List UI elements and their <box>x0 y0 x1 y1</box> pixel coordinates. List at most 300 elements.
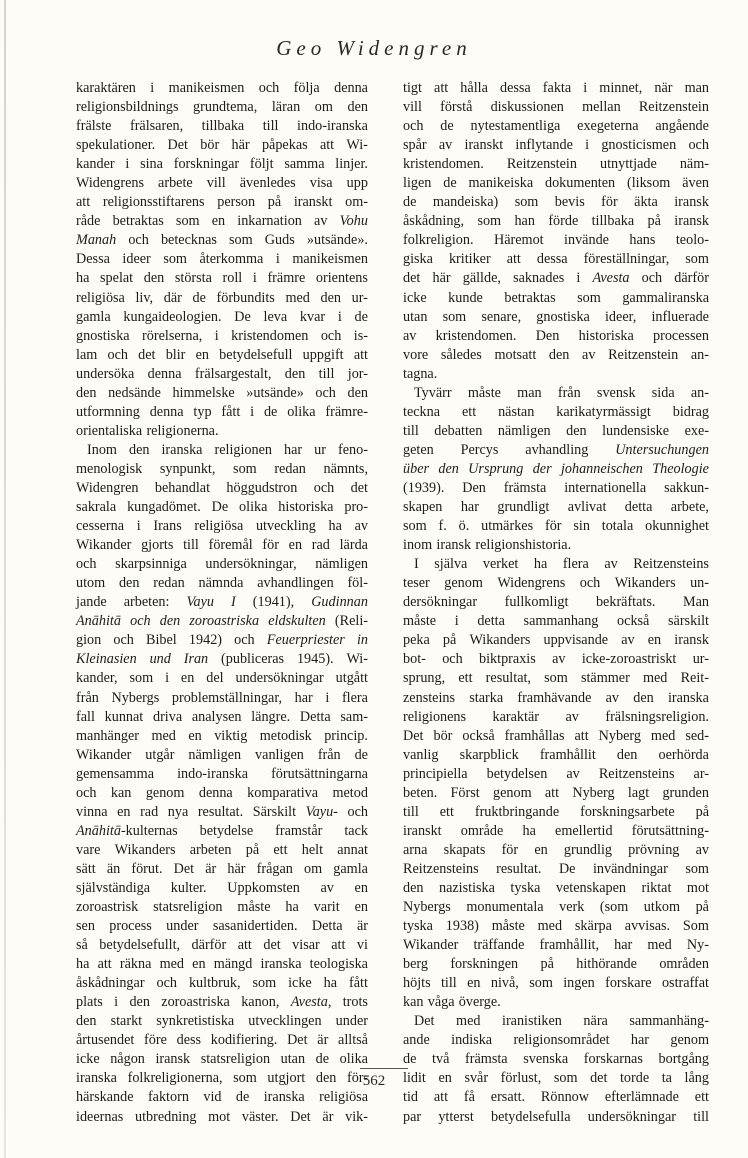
word: berg <box>403 956 428 973</box>
word: gamla <box>76 308 111 325</box>
text-line <box>76 555 368 574</box>
word: framhävande <box>517 689 592 706</box>
word: typ <box>193 403 212 420</box>
word: nazistiska <box>438 879 495 896</box>
word: det <box>263 937 281 954</box>
word: ett <box>439 803 454 820</box>
word: fruktbringande <box>474 803 560 820</box>
text-line <box>403 1108 709 1127</box>
word: ersatt. <box>490 1089 526 1106</box>
word: Först <box>450 784 480 801</box>
word: detta <box>477 613 505 630</box>
word: kanon, <box>241 994 280 1011</box>
word: en <box>192 956 206 973</box>
word: kvar <box>299 308 326 325</box>
word: träffande <box>473 937 525 954</box>
word: nämnda <box>198 575 244 592</box>
word: starkt <box>110 1013 143 1030</box>
word: i <box>150 80 155 96</box>
word: och <box>258 80 280 96</box>
word: fullkomligt <box>504 594 569 611</box>
word: främre- <box>325 403 368 420</box>
word: man <box>684 80 709 96</box>
word: vill <box>206 175 226 192</box>
word: och <box>234 632 255 649</box>
word: torde <box>619 1070 650 1087</box>
word: utnyttjade <box>600 156 657 173</box>
text-line <box>403 860 709 879</box>
word: som <box>403 518 427 535</box>
word: manikeiska <box>468 175 534 192</box>
word: varit <box>313 899 340 916</box>
word: denna <box>149 403 184 420</box>
word: mot <box>686 879 709 896</box>
word: process <box>109 918 152 935</box>
word: teser <box>403 575 430 592</box>
word: som <box>229 232 253 249</box>
word: invände <box>564 232 609 249</box>
word: största <box>174 270 212 287</box>
word: mot <box>208 1108 231 1125</box>
word: iransk <box>674 213 709 230</box>
word: självständiga <box>76 879 151 896</box>
word: som <box>477 213 502 230</box>
word: utkom <box>643 899 681 916</box>
word: Vohu <box>339 213 368 230</box>
text-line <box>76 650 368 669</box>
word: Iran <box>183 651 209 668</box>
word: den <box>616 746 638 763</box>
word: flera <box>341 689 368 706</box>
word: historiska <box>278 499 334 516</box>
word: sen <box>76 918 95 935</box>
word: Wikander <box>76 537 132 554</box>
word: alltså <box>338 1032 368 1049</box>
word: spelat <box>100 270 134 287</box>
word: kungaideologien. <box>123 308 222 325</box>
word: ideer, <box>604 308 637 325</box>
word: Avesta <box>592 270 630 287</box>
word: iranska <box>260 956 302 973</box>
text-line <box>403 212 709 231</box>
word: är <box>317 1032 329 1049</box>
word: karaktären <box>76 80 136 96</box>
word: Särskilt <box>252 803 297 820</box>
word: kungadömet. <box>127 499 201 516</box>
word: att <box>353 346 368 363</box>
word: (1939). <box>403 479 445 496</box>
word: Det <box>173 860 195 877</box>
word: räkna <box>119 956 152 973</box>
word: om <box>314 99 333 116</box>
word: religionsområdet <box>513 1032 610 1049</box>
word: tyska <box>403 918 433 935</box>
word: någon <box>110 1051 145 1068</box>
left-column <box>76 79 368 1127</box>
word: verk <box>559 899 585 916</box>
word: arbeten <box>189 841 232 858</box>
word: föremål <box>208 537 253 554</box>
word: religiösa <box>194 518 244 535</box>
word: peka <box>403 632 430 649</box>
word: från <box>317 746 341 763</box>
word: Vayu- <box>305 803 338 820</box>
text-line <box>403 1031 709 1050</box>
word: zensteins <box>403 689 456 706</box>
word: mellan <box>582 99 621 116</box>
text-line <box>403 1088 709 1107</box>
word: åskådningar <box>76 975 145 992</box>
word: och <box>641 270 663 287</box>
word: ha <box>76 956 90 973</box>
word: grundlig <box>563 841 612 858</box>
word: kunde <box>448 289 483 306</box>
word: Kleinasien <box>76 651 137 668</box>
word: motsatt <box>494 346 537 363</box>
page-number: 562 <box>362 1073 386 1089</box>
word: nämnts, <box>323 460 368 477</box>
word: Dessa <box>76 251 110 268</box>
word: de <box>403 1051 417 1068</box>
word: den <box>320 289 342 306</box>
text-line <box>76 841 368 860</box>
word: den <box>129 994 150 1011</box>
text-line <box>76 879 368 898</box>
text-line <box>403 593 709 612</box>
word: trots <box>342 994 368 1011</box>
word: »utsände». <box>306 232 368 249</box>
word: dess <box>176 1032 202 1049</box>
word: olika <box>339 1051 368 1068</box>
word: un- <box>690 575 709 592</box>
word: vik- <box>345 1108 368 1125</box>
word: (som <box>599 899 629 916</box>
word: för <box>501 841 519 858</box>
word: som <box>233 1070 257 1087</box>
text-line <box>76 269 368 288</box>
word: bekräftats. <box>595 594 656 611</box>
word: väster. <box>241 1108 279 1125</box>
word: råde <box>76 213 101 230</box>
word: lång <box>684 1070 709 1087</box>
word: resultat. <box>496 860 542 877</box>
word: tillbaka <box>591 213 635 230</box>
word: är <box>322 1108 334 1125</box>
word: betydelsefullt, <box>99 937 181 954</box>
word: Inom <box>87 441 117 458</box>
word: is- <box>353 327 368 344</box>
word: religiösa <box>76 289 125 306</box>
word: en <box>354 879 368 896</box>
text-line <box>76 1012 368 1031</box>
word: I <box>414 556 419 573</box>
word: spår <box>403 137 427 154</box>
word: Uppkomsten <box>227 879 300 896</box>
text-line <box>403 193 709 212</box>
word: utom <box>76 575 106 592</box>
word: ligen <box>403 175 432 192</box>
text-line <box>76 974 368 993</box>
word: har <box>460 499 479 516</box>
word: iransk <box>674 194 709 211</box>
word: i <box>576 270 581 287</box>
word: vanlig <box>403 746 439 763</box>
word: debatten <box>434 422 483 439</box>
word: de <box>315 1051 330 1068</box>
word: av <box>695 841 709 858</box>
word: framhållit <box>539 746 596 763</box>
word: iranska <box>263 1089 305 1106</box>
word: Som <box>682 918 709 935</box>
word: inkarnation <box>237 213 302 230</box>
text-line <box>403 155 709 174</box>
text-line <box>76 574 368 593</box>
word: spekulationer. <box>76 137 156 154</box>
word: an- <box>690 346 709 363</box>
word: med <box>159 956 185 973</box>
word: en <box>438 1070 452 1087</box>
text-line <box>76 708 368 727</box>
word: pro- <box>344 499 368 516</box>
word: resultat. <box>197 803 244 820</box>
text-line <box>403 612 709 631</box>
word: zoroastriska <box>161 994 230 1011</box>
word: detta <box>624 499 653 516</box>
word: med <box>647 937 672 954</box>
word: redan <box>153 575 185 592</box>
word: beten. <box>403 784 438 801</box>
word: nya <box>167 803 189 820</box>
word: våga <box>427 994 455 1011</box>
word: av <box>354 518 368 535</box>
word: man <box>517 384 542 401</box>
word: genom <box>444 575 483 592</box>
word: Wi- <box>346 137 368 154</box>
word: Den <box>535 327 560 344</box>
word: i <box>583 80 588 96</box>
word: viktig <box>214 727 248 744</box>
word: svår <box>464 1070 489 1087</box>
word: under <box>166 918 199 935</box>
text-line <box>76 917 368 936</box>
word: karikatyrmässigt <box>556 403 651 420</box>
word: det <box>590 1070 608 1087</box>
text-line <box>76 993 368 1012</box>
word: bortgång <box>658 1051 709 1068</box>
text-line <box>76 384 368 403</box>
word: Reitzenstein <box>608 346 679 363</box>
text-line <box>76 517 368 536</box>
word: förutsättningarna <box>271 765 368 782</box>
word: skärpa <box>574 918 612 935</box>
word: riktat <box>641 879 672 896</box>
text-line <box>76 669 368 688</box>
word: av <box>438 137 453 154</box>
word: flera <box>562 556 589 573</box>
word: Nyberg <box>598 727 641 744</box>
word: måste <box>237 899 271 916</box>
word: »utsände» <box>246 384 304 401</box>
running-head: Geo Widengren <box>276 36 472 60</box>
text-line <box>403 174 709 193</box>
word: Den <box>462 479 486 496</box>
word: ävenledes <box>239 175 296 192</box>
word: Irans <box>153 518 182 535</box>
text-line <box>76 212 368 231</box>
word: religionens <box>403 708 467 725</box>
word: Wi- <box>346 651 368 668</box>
word: Vayu <box>186 594 215 611</box>
word: johanneischen <box>560 460 643 477</box>
word: i <box>125 156 130 173</box>
text-line <box>76 955 368 974</box>
word: sin <box>573 518 590 535</box>
text-line <box>403 422 709 441</box>
word: arna <box>403 841 428 858</box>
word: skarpsinniga <box>115 556 187 573</box>
word: sakkun- <box>664 479 709 496</box>
word: dessa <box>536 251 568 268</box>
word: religionsstiftarens <box>102 194 205 211</box>
word: Rönnow <box>540 1089 590 1106</box>
word: ha <box>328 518 342 535</box>
word: kritiker <box>448 251 491 268</box>
word: få <box>463 1089 475 1106</box>
word: utveckling <box>255 518 316 535</box>
word: (publiceras <box>221 651 285 668</box>
word: under <box>335 1013 368 1030</box>
word: oerhörda <box>658 746 709 763</box>
word: linjer. <box>335 156 368 173</box>
word: iranskt <box>403 822 442 839</box>
text-line <box>403 650 709 669</box>
word: tack <box>344 822 368 839</box>
word: vill <box>403 99 422 116</box>
word: med <box>650 727 676 744</box>
word: måste <box>467 384 501 401</box>
word: exegeterna <box>577 118 639 135</box>
word: ha <box>522 822 536 839</box>
word: svenska <box>523 1051 569 1068</box>
word: på <box>245 841 260 858</box>
word: till <box>262 118 279 135</box>
word: att <box>237 937 252 954</box>
text-line <box>76 784 368 803</box>
word: uppgift <box>302 346 344 363</box>
word: ur- <box>351 289 368 306</box>
word: De <box>234 308 251 325</box>
word: principiella <box>403 765 468 782</box>
word: Det <box>403 727 424 744</box>
word: senare, <box>481 308 522 325</box>
word: den <box>548 346 570 363</box>
word: med <box>151 727 176 744</box>
word: längre. <box>251 708 291 725</box>
word: att <box>331 937 346 954</box>
word: in <box>356 632 368 649</box>
word: iranskt <box>464 137 504 154</box>
word: de <box>403 194 417 211</box>
word: Det <box>414 1013 435 1030</box>
word: driva <box>152 708 183 725</box>
word: från <box>76 689 99 706</box>
word: sina <box>140 156 163 173</box>
word: områden <box>659 956 709 973</box>
word: par <box>403 1108 422 1125</box>
word: därför <box>674 270 709 287</box>
word: leva <box>263 308 288 325</box>
word: att <box>544 784 560 801</box>
word: forskare <box>605 975 652 992</box>
word: kan <box>110 784 132 801</box>
text-line <box>403 574 709 593</box>
word: ha <box>323 975 338 992</box>
text-line <box>76 765 368 784</box>
word: i <box>337 308 342 325</box>
word: årtusendet <box>76 1032 135 1049</box>
word: nämligen <box>315 556 368 573</box>
word: nämligen <box>497 422 551 439</box>
word: här <box>231 137 250 154</box>
word: utgått <box>335 670 368 687</box>
word: forskarnas <box>583 1051 643 1068</box>
word: person <box>217 194 256 211</box>
text-line <box>403 498 709 517</box>
word: den <box>143 270 165 287</box>
word: i <box>165 670 170 687</box>
text-line <box>403 708 709 727</box>
word: betydelsen <box>486 765 548 782</box>
word: betecknas <box>160 232 217 249</box>
word: här <box>227 860 246 877</box>
word: de <box>192 289 206 306</box>
word: religionerna. <box>146 422 219 439</box>
word: teolo- <box>675 232 709 249</box>
word: återkomma <box>199 251 264 268</box>
word: härskande <box>76 1089 134 1106</box>
word: här <box>432 270 451 287</box>
text-line <box>76 479 368 498</box>
word: liv, <box>135 289 154 306</box>
word: till <box>403 422 419 439</box>
word: an- <box>690 384 709 401</box>
text-line <box>76 593 368 612</box>
word: genom <box>492 784 532 801</box>
word: utan <box>403 308 428 325</box>
word: gnostiska <box>536 308 590 325</box>
text-line <box>76 822 368 841</box>
text-line <box>403 308 709 327</box>
word: tagna. <box>403 365 438 382</box>
word: i <box>114 994 119 1011</box>
word: måste <box>491 918 525 935</box>
text-line <box>76 250 368 269</box>
word: som <box>685 251 709 268</box>
word: icke <box>288 975 312 992</box>
word: iranska <box>161 441 203 458</box>
text-line <box>76 308 368 327</box>
word: nytestamentliga <box>470 118 561 135</box>
word: fått <box>221 403 241 420</box>
word: rörelserna, <box>142 327 203 344</box>
word: i <box>214 327 219 344</box>
word: Wikanders <box>614 575 676 592</box>
word: diskussionen <box>490 99 564 116</box>
word: måste <box>403 613 437 630</box>
text-line <box>76 898 368 917</box>
word: att <box>76 194 91 211</box>
word: själva <box>434 556 468 573</box>
